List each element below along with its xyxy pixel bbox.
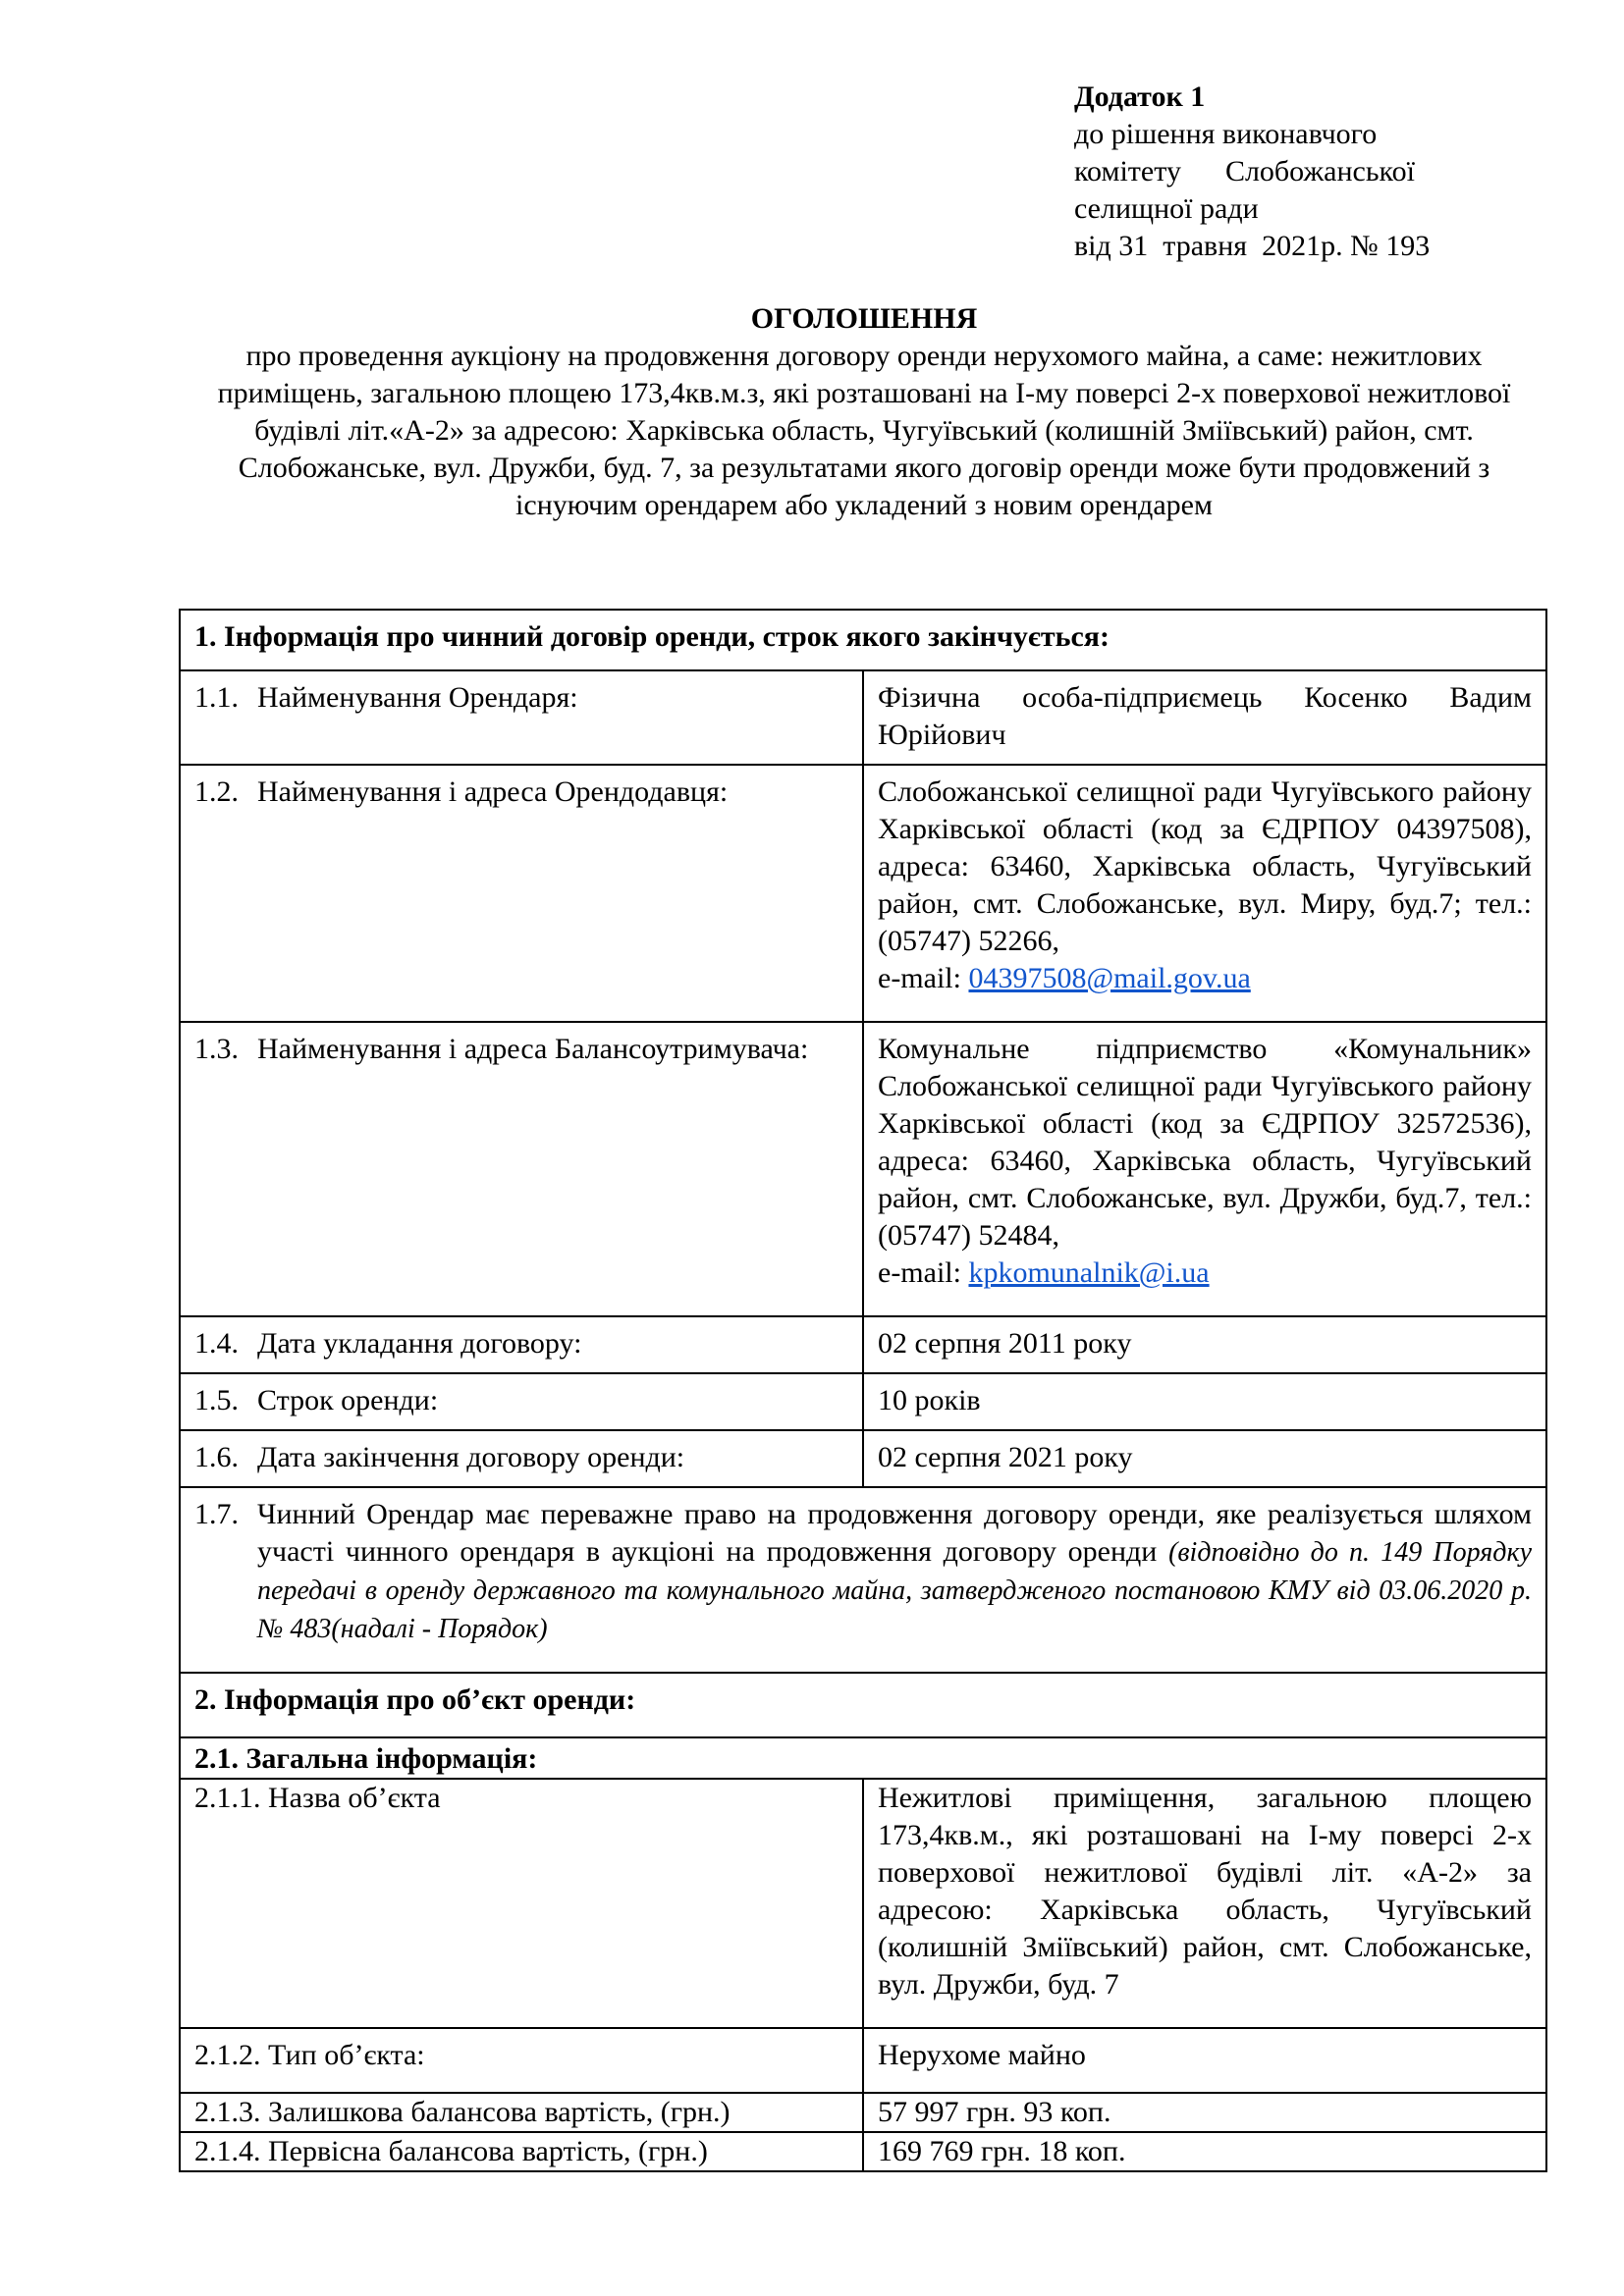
table-row [180,1430,1546,1487]
row-value: 02 серпня 2021 року [863,1430,1546,1487]
row-label: 2.1.4. Первісна балансова вартість, (грн.) [180,2132,863,2171]
table-row [180,765,1546,1022]
row-label [180,1373,863,1430]
note-reference: (відповідно до п. 149 Порядку передачі в оренду державного та комунального майна, затвердженого постановою КМУ від 03.06.2020 р. № 483(надалі - Порядок) [257,1537,1532,1644]
row-label-text: Дата укладання договору: [257,1327,582,1360]
row-value [863,765,1546,1022]
table-row [180,1022,1546,1316]
row-value [863,1022,1546,1316]
appendix-heading: Додаток 1 [1074,80,1206,113]
section-subheader-row [180,1737,1546,1779]
preemptive-right-note [180,1487,1546,1673]
section-header-row [180,1673,1546,1737]
row-value: 57 997 грн. 93 коп. [863,2093,1546,2132]
table-row [180,1373,1546,1430]
row-label: 2.1.1. Назва об’єкта [180,1779,863,2028]
row-number: 1.6. [194,1441,239,1473]
row-label-text: Строк оренди: [257,1384,439,1416]
row-label-text: Найменування Орендаря: [257,681,578,714]
row-label-text: Найменування і адреса Орендодавця: [257,775,729,808]
appendix-line: від 31 травня 2021р. № 193 [1074,230,1431,262]
row-number: 1.4. [194,1327,239,1360]
row-value: Нежитлові приміщення, загальною площею 173,4кв.м., які розташовані на І-му поверсі 2-х поверхової нежитлової будівлі літ. «А-2» за адресою: Харківська область, Чугуївський (колишній Зміївський) район, смт. Слобожанське, вул. Дружби, буд. 7 [863,1779,1546,2028]
row-number: 1.5. [194,1384,239,1416]
announcement-title: ОГОЛОШЕННЯ [750,302,978,335]
section2-header: 2. Інформація про об’єкт оренди: [180,1673,1546,1737]
row-label [180,1022,863,1316]
row-label: 2.1.2. Тип об’єкта: [180,2028,863,2093]
row-value: 02 серпня 2011 року [863,1316,1546,1373]
lessor-address: Слобожанської селищної ради Чугуївського району Харківської області (код за ЄДРПОУ 04397508), адреса: 63460, Харківська область, Чугуївський район, смт. Слобожанське, вул. Миру, буд.7; тел.: (05747) 52266, [878,775,1532,957]
section-header-row [180,610,1546,670]
appendix-block [1074,79,1487,265]
row-label [180,1430,863,1487]
table-row [180,1316,1546,1373]
table-row [180,2132,1546,2171]
row-label [180,670,863,765]
row-label [180,765,863,1022]
lessor-email-link[interactable]: 04397508@mail.gov.ua [968,962,1251,994]
row-label: 2.1.3. Залишкова балансова вартість, (грн.) [180,2093,863,2132]
email-prefix: e-mail: [878,962,969,994]
table-row [180,670,1546,765]
section1-header: 1. Інформація про чинний договір оренди, строк якого закінчується: [180,610,1546,670]
email-prefix: e-mail: [878,1256,969,1289]
balance-holder-email-link[interactable]: kpkomunalnik@i.ua [968,1256,1210,1289]
row-label-text: Найменування і адреса Балансоутримувача: [257,1033,809,1065]
announcement-title-block [177,300,1551,524]
appendix-line: комітету Слобожанської [1074,155,1415,187]
row-value: 10 років [863,1373,1546,1430]
note-text: Чинний Орендар має переважне право на продовження договору оренди, яке реалізується шляхом участі чинного орендаря в аукціоні на продовження договору оренди [257,1498,1532,1568]
row-number: 1.2. [194,775,239,808]
balance-holder-address: Комунальне підприємство «Комунальник» Слобожанської селищної ради Чугуївського району Харківської області (код за ЄДРПОУ 32572536), адреса: 63460, Харківська область, Чугуївський район, смт. Слобожанське, вул. Дружби, буд.7, тел.: (05747) 52484, [878,1033,1532,1252]
table-row [180,1779,1546,2028]
section2-subheader: 2.1. Загальна інформація: [180,1737,1546,1779]
row-label-text: Дата закінчення договору оренди: [257,1441,685,1473]
appendix-line: до рішення виконавчого [1074,118,1378,150]
row-value: 169 769 грн. 18 коп. [863,2132,1546,2171]
appendix-line: селищної ради [1074,192,1259,225]
table-row [180,2093,1546,2132]
table-row [180,1487,1546,1673]
row-value: Фізична особа-підприємець Косенко Вадим Юрійович [863,670,1546,765]
row-label [180,1316,863,1373]
announcement-text: про проведення аукціону на продовження договору оренди нерухомого майна, а саме: нежитлових приміщень, загальною площею 173,4кв.м.з, які розташовані на І-му поверсі 2-х поверхової нежитлової будівлі літ.«А-2» за адресою: Харківська область, Чугуївський (колишній Зміївський) район, смт. Слобожанське, вул. Дружби, буд. 7, за результатами якого договір оренди може бути продовжений з існуючим орендарем або укладений з новим орендарем [217,340,1511,521]
row-number: 1.3. [194,1033,239,1065]
lease-info-table [179,609,1547,2172]
row-number: 1.7. [194,1498,239,1530]
row-value: Нерухоме майно [863,2028,1546,2093]
row-number: 1.1. [194,681,239,714]
table-row [180,2028,1546,2093]
